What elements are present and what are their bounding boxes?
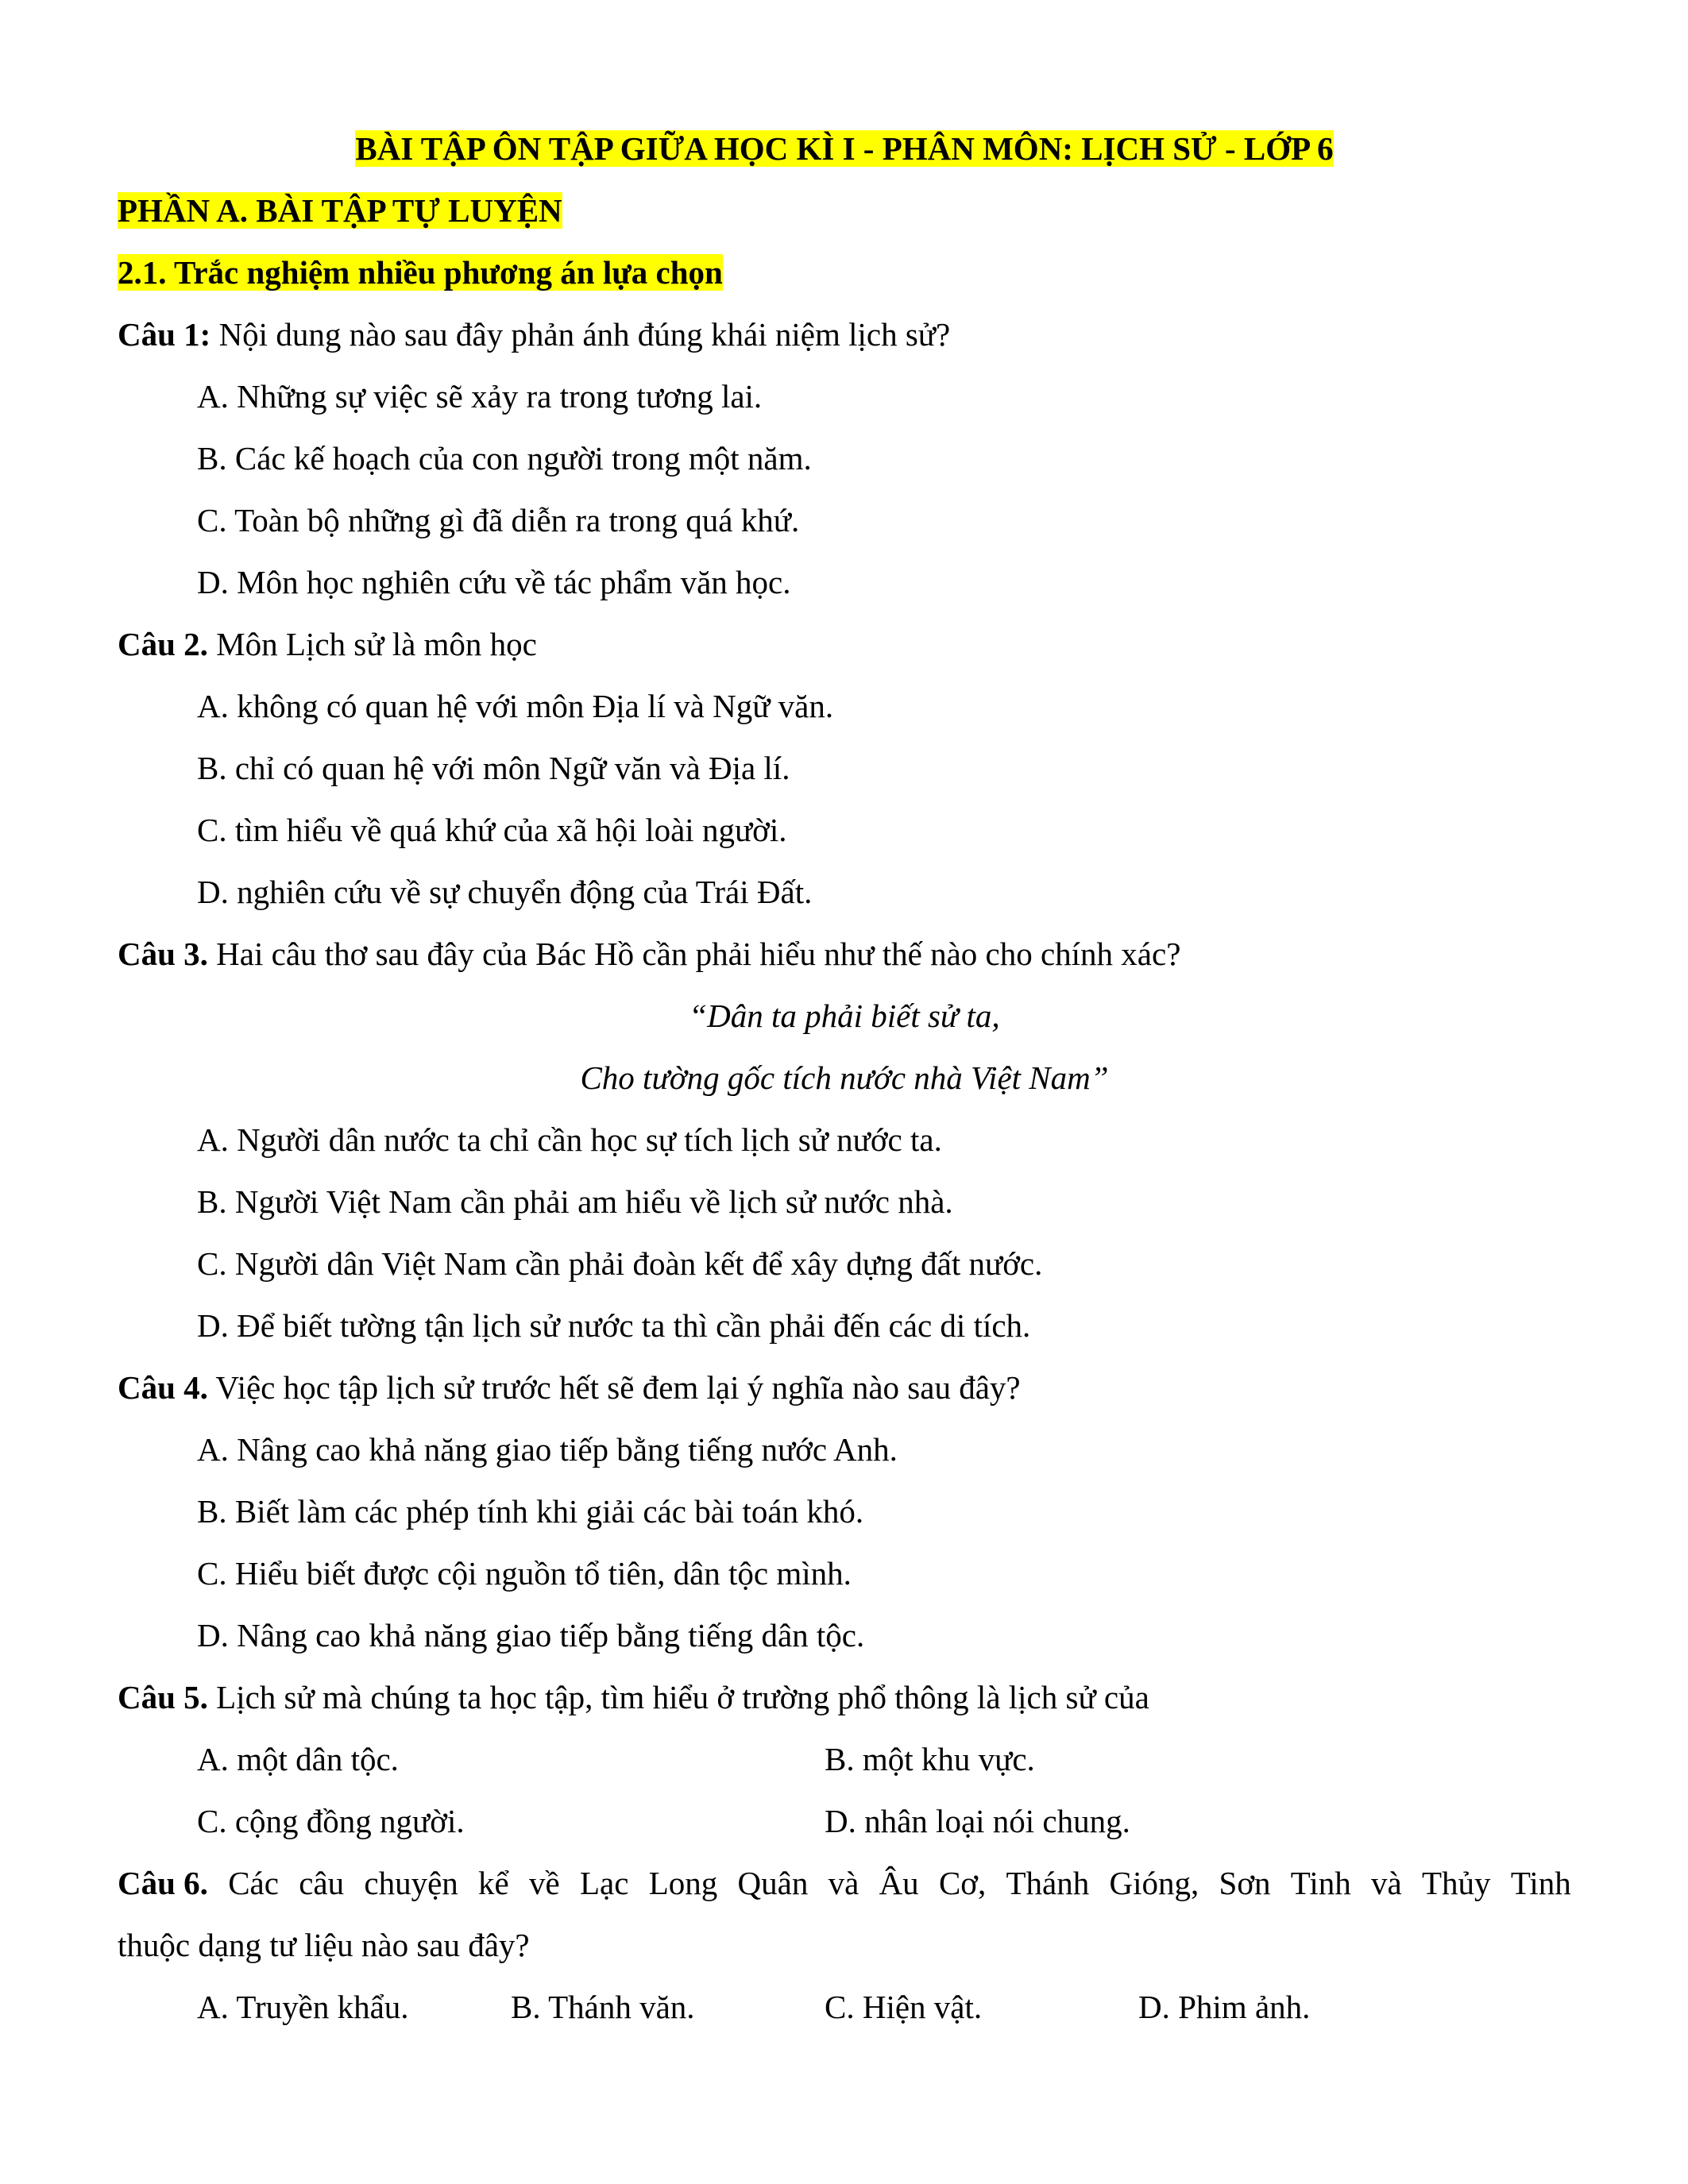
question-6-word: Âu [879,1865,919,1901]
part-heading: PHẦN A. BÀI TẬP TỰ LUYỆN [118,192,562,229]
question-5-option-b: B. một khu vực. [825,1741,1035,1777]
question-3 [118,923,1571,985]
question-6-word: Long [648,1865,718,1901]
question-6-word: chuyện [364,1865,458,1901]
question-1-text: Nội dung nào sau đây phản ánh đúng khái niệm lịch sử? [211,316,951,353]
question-6-word: Các [228,1865,279,1901]
section-heading-line [118,241,1571,303]
question-5-option-c: C. cộng đồng người. [197,1803,465,1839]
question-6-option-b: B. Thánh văn. [511,1989,695,2025]
document-title-line [118,118,1571,179]
question-3-label: Câu 3. [118,936,208,972]
question-4-label: Câu 4. [118,1369,208,1406]
question-6-word: và [828,1865,859,1901]
question-1-option-d: D. Môn học nghiên cứu về tác phẩm văn học. [197,564,791,600]
question-6-word: Quân [737,1865,809,1901]
question-4-text: Việc học tập lịch sử trước hết sẽ đem lại ý nghĩa nào sau đây? [207,1369,1021,1406]
question-1 [118,303,1571,365]
question-3-option-c: C. Người dân Việt Nam cần phải đoàn kết để xây dựng đất nước. [197,1245,1043,1282]
question-6-word: Lạc [579,1865,629,1901]
question-1-label: Câu 1: [118,316,211,353]
question-6-word: Thủy [1422,1865,1491,1901]
question-2-option-b: B. chỉ có quan hệ với môn Ngữ văn và Địa lí. [197,750,790,786]
question-6-option-c: C. Hiện vật. [825,1989,983,2025]
question-2-text: Môn Lịch sử là môn học [207,626,537,662]
question-5-options-row-1 [118,1728,1571,1790]
question-3-option-d: D. Để biết tường tận lịch sử nước ta thì cần phải đến các di tích. [197,1307,1031,1344]
question-6-option-a: A. Truyền khẩu. [197,1989,409,2025]
question-2-option-d: D. nghiên cứu về sự chuyển động của Trái Đất. [197,874,813,910]
question-6-word: Gióng, [1109,1865,1199,1901]
question-6-word: kể [478,1865,509,1901]
question-6-word: Tinh [1510,1865,1571,1901]
question-3-text: Hai câu thơ sau đây của Bác Hồ cần phải hiểu như thế nào cho chính xác? [207,936,1181,972]
part-heading-line [118,179,1571,241]
poem-line-2: Cho tường gốc tích nước nhà Việt Nam” [580,1059,1109,1096]
question-6-word: Cơ, [938,1865,987,1901]
question-1-option-c: C. Toàn bộ những gì đã diễn ra trong quá khứ. [197,502,800,538]
question-1-option-a: A. Những sự việc sẽ xảy ra trong tương lai. [197,378,763,415]
question-6-word: Thánh [1006,1865,1090,1901]
question-2-label: Câu 2. [118,626,208,662]
question-4-option-d: D. Nâng cao khả năng giao tiếp bằng tiếng dân tộc. [197,1617,865,1653]
question-6-word: và [1371,1865,1402,1901]
question-6-label: Câu 6. [118,1865,208,1901]
question-6-option-d: D. Phim ảnh. [1138,1989,1311,2025]
question-6-options-row [118,1976,1571,2038]
question-6-word: về [529,1865,560,1901]
document-title: BÀI TẬP ÔN TẬP GIỮA HỌC KÌ I - PHÂN MÔN: LỊCH SỬ - LỚP 6 [355,130,1334,167]
question-3-option-a: A. Người dân nước ta chỉ cần học sự tích lịch sử nước ta. [197,1121,942,1158]
question-3-option-b: B. Người Việt Nam cần phải am hiểu về lịch sử nước nhà. [197,1183,953,1220]
section-heading: 2.1. Trắc nghiệm nhiều phương án lựa chọn [118,254,723,291]
question-6-word: câu [299,1865,345,1901]
question-6-text-continued: thuộc dạng tư liệu nào sau đây? [118,1927,530,1963]
question-4-option-b: B. Biết làm các phép tính khi giải các bài toán khó. [197,1493,864,1530]
question-6-word: Sơn [1219,1865,1271,1901]
question-5-options-row-2 [118,1790,1571,1852]
question-2-option-a: A. không có quan hệ với môn Địa lí và Ngữ văn. [197,688,834,724]
question-5-label: Câu 5. [118,1679,208,1715]
question-2-option-c: C. tìm hiểu về quá khứ của xã hội loài người. [197,812,787,848]
question-6 [118,1852,1571,1914]
question-5-text: Lịch sử mà chúng ta học tập, tìm hiểu ở trường phổ thông là lịch sử của [207,1679,1149,1715]
question-2 [118,613,1571,675]
question-5-option-a: A. một dân tộc. [197,1741,399,1777]
question-5-option-d: D. nhân loại nói chung. [825,1803,1130,1839]
question-4-option-c: C. Hiểu biết được cội nguồn tổ tiên, dân tộc mình. [197,1555,852,1592]
question-5 [118,1666,1571,1728]
question-4 [118,1356,1571,1418]
question-1-option-b: B. Các kế hoạch của con người trong một năm. [197,440,812,477]
question-4-option-a: A. Nâng cao khả năng giao tiếp bằng tiếng nước Anh. [197,1431,898,1468]
poem-line-1: “Dân ta phải biết sử ta, [689,997,1000,1034]
question-6-word: Tinh [1290,1865,1351,1901]
document-page [118,118,1571,2038]
